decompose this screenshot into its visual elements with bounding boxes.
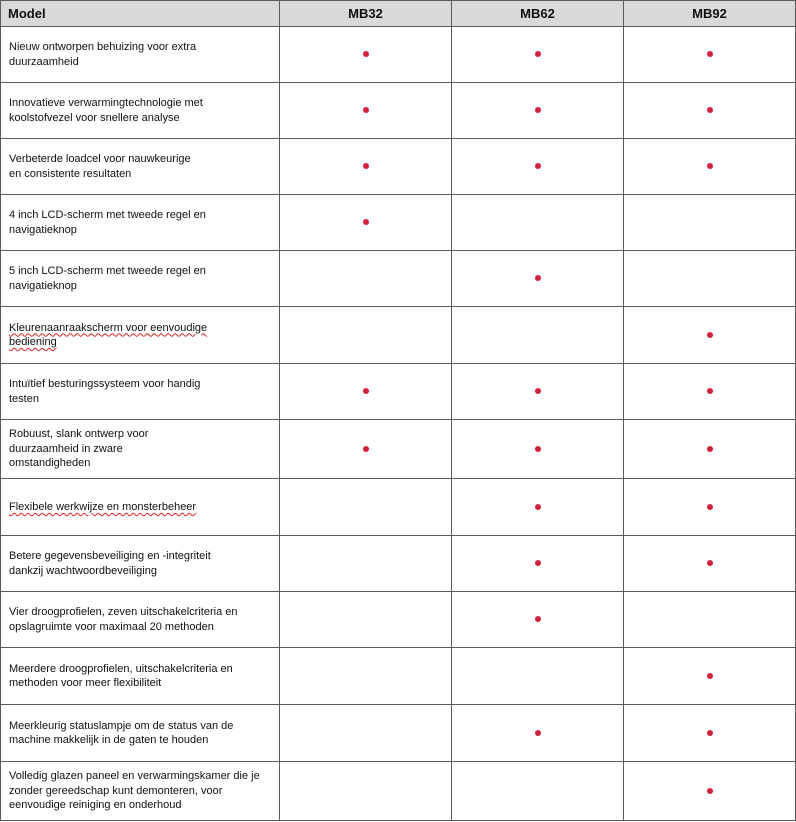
feature-cell [1, 364, 280, 420]
table-row [1, 648, 796, 705]
availability-cell-mb32 [280, 648, 452, 705]
availability-cell-mb92 [624, 139, 796, 195]
availability-cell-mb32 [280, 27, 452, 83]
feature-cell [1, 705, 280, 762]
red-dot-icon [363, 51, 369, 57]
table-body [1, 27, 796, 821]
red-dot-icon [535, 275, 541, 281]
feature-text-line: Kleurenaanraakscherm voor eenvoudige [9, 321, 208, 334]
red-dot-icon [707, 51, 713, 57]
red-dot-icon [363, 107, 369, 113]
availability-cell-mb32 [280, 83, 452, 139]
availability-cell-mb32 [280, 139, 452, 195]
feature-text-line: Innovatieve verwarmingtechnologie met [9, 97, 203, 109]
feature-text-line: duurzaamheid in zware [9, 442, 123, 455]
table-row [1, 592, 796, 648]
availability-cell-mb92 [624, 420, 796, 479]
feature-text-line: Flexibele werkwijze en monsterbeheer [9, 500, 197, 513]
header-mb92: MB92 [624, 1, 796, 27]
feature-cell [1, 251, 280, 307]
red-dot-icon [707, 560, 713, 566]
feature-text-line: Volledig glazen paneel en verwarmingskamer die je [9, 770, 260, 783]
availability-cell-mb62 [452, 364, 624, 420]
availability-cell-mb62 [452, 762, 624, 821]
availability-cell-mb32 [280, 307, 452, 364]
feature-text-line: Verbeterde loadcel voor nauwkeurige [9, 153, 191, 165]
availability-cell-mb92 [624, 648, 796, 705]
availability-cell-mb92 [624, 27, 796, 83]
feature-text-line: Meerkleurig statuslampje om de status van de [9, 719, 234, 732]
availability-cell-mb62 [452, 139, 624, 195]
feature-text-line: omstandigheden [9, 457, 91, 470]
red-dot-icon [707, 163, 713, 169]
header-model: Model [1, 1, 280, 27]
red-dot-icon [363, 219, 369, 225]
feature-text-line: duurzaamheid [9, 55, 79, 68]
feature-text-line: Vier droogprofielen, zeven uitschakelcriteria en [9, 606, 238, 618]
availability-cell-mb62 [452, 27, 624, 83]
availability-cell-mb62 [452, 420, 624, 479]
red-dot-icon [707, 446, 713, 452]
availability-cell-mb92 [624, 762, 796, 821]
red-dot-icon [707, 388, 713, 394]
feature-cell [1, 479, 280, 536]
table-header-row [1, 1, 796, 27]
feature-text-line: en consistente resultaten [9, 167, 132, 180]
table-row [1, 420, 796, 479]
red-dot-icon [535, 51, 541, 57]
feature-text-line: dankzij wachtwoordbeveiliging [9, 564, 157, 577]
feature-text-line: koolstofvezel voor snellere analyse [9, 111, 180, 124]
availability-cell-mb32 [280, 592, 452, 648]
header-mb62: MB62 [452, 1, 624, 27]
red-dot-icon [707, 332, 713, 338]
red-dot-icon [363, 446, 369, 452]
feature-text-line: bediening [9, 336, 57, 348]
red-dot-icon [363, 163, 369, 169]
table-row [1, 705, 796, 762]
table-row [1, 536, 796, 592]
availability-cell-mb92 [624, 479, 796, 536]
red-dot-icon [707, 788, 713, 794]
availability-cell-mb62 [452, 83, 624, 139]
feature-cell [1, 536, 280, 592]
table-row [1, 364, 796, 420]
table-row [1, 83, 796, 139]
availability-cell-mb32 [280, 364, 452, 420]
availability-cell-mb62 [452, 536, 624, 592]
feature-text-line: Intuïtief besturingssysteem voor handig [9, 378, 201, 390]
feature-cell [1, 195, 280, 251]
red-dot-icon [535, 504, 541, 510]
feature-text-line: opslagruimte voor maximaal 20 methoden [9, 620, 214, 633]
availability-cell-mb62 [452, 479, 624, 536]
feature-text-line: Betere gegevensbeveiliging en -integriteit [9, 550, 211, 562]
red-dot-icon [707, 107, 713, 113]
availability-cell-mb92 [624, 705, 796, 762]
availability-cell-mb62 [452, 705, 624, 762]
feature-cell [1, 139, 280, 195]
feature-cell [1, 592, 280, 648]
feature-cell [1, 307, 280, 364]
availability-cell-mb62 [452, 195, 624, 251]
availability-cell-mb32 [280, 195, 452, 251]
red-dot-icon [707, 504, 713, 510]
feature-text-line: methoden voor meer flexibiliteit [9, 677, 162, 689]
availability-cell-mb32 [280, 479, 452, 536]
feature-text-line: 4 inch LCD-scherm met tweede regel en [9, 209, 206, 221]
red-dot-icon [535, 616, 541, 622]
feature-text-line: Nieuw ontworpen behuizing voor extra [9, 41, 197, 53]
feature-text-line: Robuust, slank ontwerp voor [9, 428, 149, 441]
availability-cell-mb32 [280, 420, 452, 479]
red-dot-icon [707, 730, 713, 736]
feature-cell [1, 83, 280, 139]
table-row [1, 762, 796, 821]
availability-cell-mb32 [280, 762, 452, 821]
availability-cell-mb92 [624, 251, 796, 307]
table-row [1, 139, 796, 195]
availability-cell-mb62 [452, 307, 624, 364]
feature-cell [1, 27, 280, 83]
red-dot-icon [535, 560, 541, 566]
availability-cell-mb92 [624, 307, 796, 364]
red-dot-icon [535, 730, 541, 736]
red-dot-icon [707, 673, 713, 679]
feature-text-line: navigatieknop [9, 279, 77, 292]
availability-cell-mb62 [452, 648, 624, 705]
red-dot-icon [535, 163, 541, 169]
red-dot-icon [363, 388, 369, 394]
feature-cell [1, 648, 280, 705]
red-dot-icon [535, 107, 541, 113]
availability-cell-mb92 [624, 83, 796, 139]
availability-cell-mb92 [624, 536, 796, 592]
availability-cell-mb62 [452, 592, 624, 648]
table-row [1, 27, 796, 83]
table-row [1, 195, 796, 251]
availability-cell-mb62 [452, 251, 624, 307]
availability-cell-mb92 [624, 592, 796, 648]
header-mb32: MB32 [280, 1, 452, 27]
feature-cell [1, 420, 280, 479]
table-row [1, 479, 796, 536]
availability-cell-mb32 [280, 536, 452, 592]
availability-cell-mb92 [624, 195, 796, 251]
feature-text-line: zonder gereedschap kunt demonteren, voor [9, 784, 223, 797]
feature-text-line: Meerdere droogprofielen, uitschakelcriteria en [9, 662, 233, 675]
availability-cell-mb32 [280, 705, 452, 762]
feature-cell [1, 762, 280, 821]
red-dot-icon [535, 388, 541, 394]
feature-text-line: 5 inch LCD-scherm met tweede regel en [9, 265, 206, 277]
availability-cell-mb92 [624, 364, 796, 420]
table-row [1, 251, 796, 307]
availability-cell-mb32 [280, 251, 452, 307]
feature-text-line: eenvoudige reiniging en onderhoud [9, 799, 182, 812]
feature-text-line: machine makkelijk in de gaten te houden [9, 734, 209, 746]
red-dot-icon [535, 446, 541, 452]
feature-text-line: navigatieknop [9, 223, 77, 236]
table-row [1, 307, 796, 364]
feature-text-line: testen [9, 392, 39, 405]
